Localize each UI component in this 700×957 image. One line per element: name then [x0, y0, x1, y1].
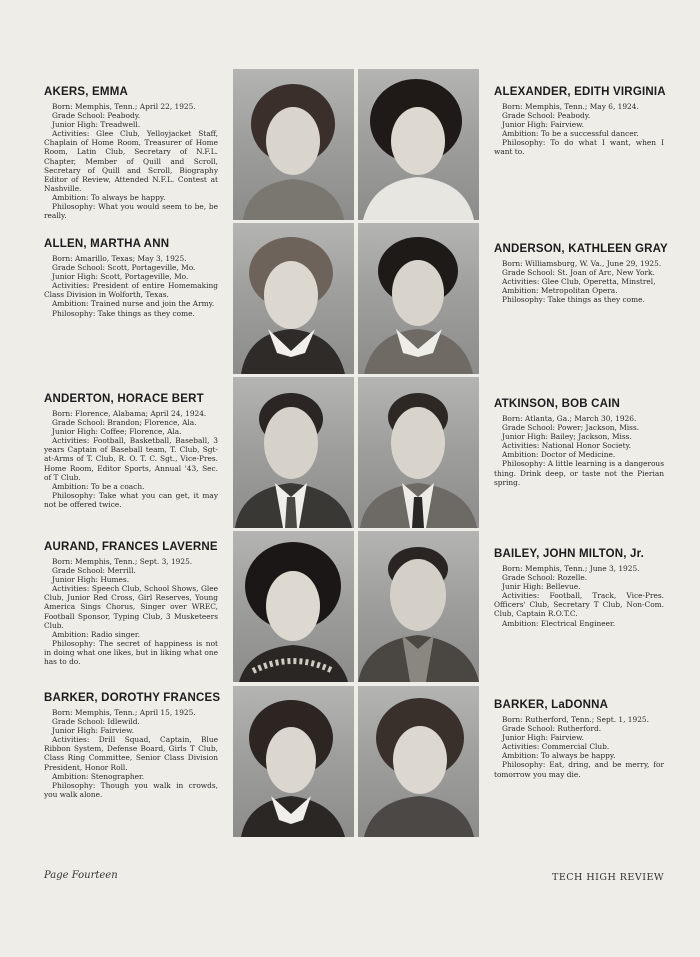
born-line: Born: Rutherford, Tenn.; Sept. 1, 1925. [502, 715, 649, 724]
philosophy-line: Philosophy: A little learning is a dangerous thing. Drink deep, or taste not the Pierian spring. [494, 459, 664, 487]
portrait-barker-ladonna [358, 686, 479, 837]
philosophy-line: Philosophy: The secret of happiness is not in doing what one likes, but in liking what one has to do. [44, 638, 218, 667]
student-name: ANDERSON, KATHLEEN GRAY [494, 243, 668, 255]
grade-school-line: Grade School: Merrill. [52, 566, 136, 576]
grade-school-line: Grade School: Peabody. [502, 111, 591, 121]
student-name: ATKINSON, BOB CAIN [494, 398, 621, 410]
student-name: AKERS, EMMA [44, 86, 128, 98]
page-number-label: Page Fourteen [44, 870, 118, 881]
student-name: ANDERTON, HORACE BERT [44, 393, 204, 405]
activities-line: Activities: National Honor Society. [502, 441, 632, 451]
activities-line: Activities: Glee Club, Operetta, Minstrel, [502, 277, 656, 287]
junior-high-line: Junior High: Coffee; Florence, Ala. [52, 427, 182, 437]
grade-school-line: Grade School: Brandon; Florence, Ala. [52, 418, 197, 428]
grade-school-line: Grade School: Idlewild. [52, 717, 140, 727]
junior-high-line: Junir High: Bellevue. [502, 582, 581, 592]
publication-title: TECH HIGH REVIEW [552, 872, 665, 883]
entry-anderton-horace [44, 393, 218, 509]
portrait-bailey-john [358, 531, 479, 682]
ambition-line: Ambition: Trained nurse and join the Army. [52, 299, 215, 309]
entry-allen-martha [44, 238, 218, 318]
born-line: Born: Atlanta, Ga.; March 30, 1926. [502, 414, 637, 423]
born-line: Born: Memphis, Tenn.; May 6, 1924. [502, 102, 639, 111]
entry-bailey-john [494, 548, 664, 628]
entry-atkinson-bob [494, 398, 664, 487]
philosophy-line: Philosophy: Though you walk in crowds, you walk alone. [44, 780, 218, 799]
student-name: BARKER, LaDONNA [494, 699, 609, 711]
philosophy-line: Philosophy: Take what you can get, it may not be offered twice. [44, 490, 218, 509]
portrait-anderton-horace [233, 377, 354, 528]
entry-aurand-frances [44, 541, 218, 666]
born-line: Born: Memphis, Tenn.; June 3, 1925. [502, 564, 640, 573]
grade-school-line: Grade School: Rozelle. [502, 573, 588, 583]
ambition-line: Ambition: To be a coach. [52, 481, 145, 491]
born-line: Born: Memphis, Tenn.; April 22, 1925. [52, 102, 196, 111]
born-line: Born: Williamsburg, W. Va., June 29, 1925. [502, 259, 662, 268]
activities-line: Activities: President of entire Homemaking Class Division in Wolforth, Texas. [44, 281, 218, 300]
grade-school-line: Grade School: Scott, Portageville, Mo. [52, 263, 196, 273]
junior-high-line: Junior High: Bailey; Jackson, Miss. [502, 432, 632, 442]
ambition-line: Ambition: Metropolitan Opera. [502, 286, 618, 296]
ambition-line: Ambition: Electrical Engineer. [502, 618, 616, 628]
ambition-line: Ambition: To be a successful dancer. [502, 129, 639, 139]
philosophy-line: Philosophy: To do what I want, when I want to. [494, 138, 664, 157]
portrait-barker-dorothy [233, 686, 354, 837]
portrait-aurand-frances [233, 531, 354, 682]
entry-anderson-kathleen [494, 243, 668, 305]
junior-high-line: Junior High: Scott, Portageville, Mo. [52, 272, 189, 282]
student-name: AURAND, FRANCES LAVERNE [44, 541, 218, 553]
born-line: Born: Florence, Alabama; April 24, 1924. [52, 409, 207, 418]
grade-school-line: Grade School: St. Joan of Arc, New York. [502, 268, 655, 278]
student-name: ALLEN, MARTHA ANN [44, 238, 170, 250]
entry-barker-ladonna [494, 699, 664, 779]
junior-high-line: Junior High: Fairview. [52, 726, 134, 736]
philosophy-line: Philosophy: Take things as they come. [502, 295, 645, 305]
ambition-line: Ambition: Radio singer. [52, 629, 140, 639]
ambition-line: Ambition: Doctor of Medicine. [502, 450, 616, 460]
ambition-line: Ambition: To always be happy. [502, 751, 616, 761]
junior-high-line: Junior High: Treadwell. [52, 120, 141, 130]
activities-line: Activities: Football, Basketball, Baseball, 3 years Captain of Baseball team, T. Club, Sgt-at-Arms of T. Club, R. O. T. C. Sgt., Vice-Pres. Home Room, Editor Sports, Annual '43, Sec. of T Club. [44, 436, 218, 482]
philosophy-line: Philosophy: Eat, dring, and be merry, for tomorrow you may die. [494, 760, 664, 779]
born-line: Born: Amarillo, Texas; May 3, 1925. [52, 254, 187, 263]
grade-school-line: Grade School: Rutherford. [502, 724, 602, 734]
grade-school-line: Grade School: Peabody. [52, 111, 141, 121]
activities-line: Activities: Football, Track, Vice-Pres. Officers' Club, Secretary T Club, Non-Com. Club, Captain R.O.T.C. [494, 591, 664, 619]
ambition-line: Ambition: To always be happy. [52, 192, 166, 202]
portrait-allen-martha [233, 223, 354, 374]
born-line: Born: Memphis, Tenn.; April 15, 1925. [52, 708, 196, 717]
activities-line: Activities: Speech Club, School Shows, Glee Club, Junior Red Cross, Girl Reserves, Young America Sings Chorus, Singer over WREC, Football Sponsor, Typing Club, 3 Musketeers Club. [44, 584, 218, 630]
junior-high-line: Junior High: Humes. [52, 575, 130, 585]
activities-line: Activities: Glee Club, Yelloyjacket Staff, Chaplain of Home Room, Treasurer of Home Room, Latin Club, Secretary of N.F.L. Chapter, Member of Quill and Scroll, Secretary of Quill and Scroll, Biography Editor of Review, Attended N.F.L. Contest at Nashville. [44, 129, 218, 193]
student-name: BAILEY, JOHN MILTON, Jr. [494, 548, 645, 560]
entry-alexander-edith [494, 86, 664, 157]
portrait-alexander-edith [358, 69, 479, 220]
portrait-anderson-kathleen [358, 223, 479, 374]
portrait-akers-emma [233, 69, 354, 220]
activities-line: Activities: Drill Squad, Captain, Blue Ribbon System, Defense Board, Girls T Club, Class Ring Committee, Senior Class Division President, Honor Roll. [44, 735, 218, 772]
grade-school-line: Grade School: Power; Jackson, Miss. [502, 423, 640, 433]
student-name: ALEXANDER, EDITH VIRGINIA [494, 86, 666, 98]
junior-high-line: Junior High: Fairview. [502, 120, 584, 130]
portrait-atkinson-bob [358, 377, 479, 528]
philosophy-line: Philosophy: Take things as they come. [52, 308, 195, 318]
student-name: BARKER, DOROTHY FRANCES [44, 692, 221, 704]
activities-line: Activities: Commercial Club. [502, 742, 610, 752]
junior-high-line: Junior High: Fairview. [502, 733, 584, 743]
philosophy-line: Philosophy: What you would seem to be, be really. [44, 202, 218, 221]
born-line: Born: Memphis, Tenn.; Sept. 3, 1925. [52, 557, 193, 566]
entry-barker-dorothy [44, 692, 221, 799]
entry-akers-emma [44, 86, 218, 220]
ambition-line: Ambition: Stenographer. [52, 771, 145, 781]
